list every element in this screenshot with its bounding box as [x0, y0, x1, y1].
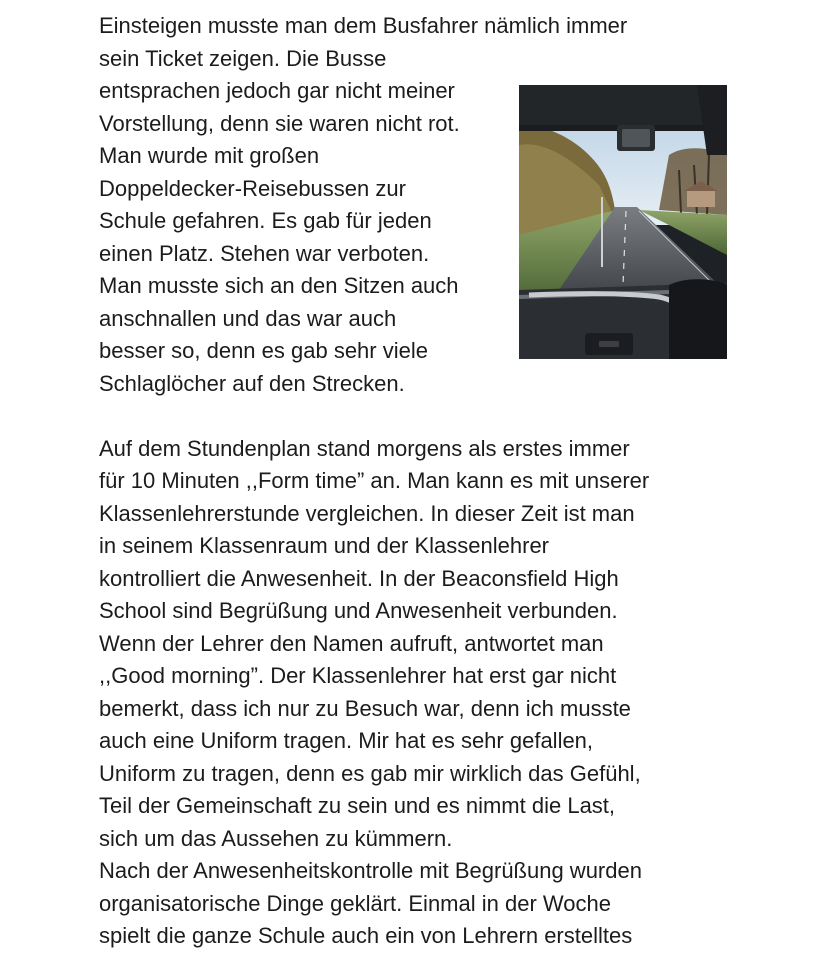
house — [687, 189, 715, 207]
text-line: Teil der Gemeinschaft zu sein und es nimmt die Last, — [99, 793, 616, 818]
text-line: Auf dem Stundenplan stand morgens als erstes immer — [99, 435, 630, 461]
text-line: Nach der Anwesenheitskontrolle mit Begrüßung wurden — [99, 858, 642, 883]
bus-windshield-photo — [519, 85, 727, 359]
text-line: Wenn der Lehrer den Namen aufruft, antwortet man — [99, 630, 604, 656]
text-line: Vorstellung, denn sie waren nicht rot. — [99, 110, 460, 136]
text-line: Schule gefahren. Es gab für jeden — [99, 208, 432, 233]
text-line: Klassenlehrerstunde vergleichen. In dieser Zeit ist man — [99, 500, 635, 526]
text-line: kontrolliert die Anwesenheit. In der Beaconsfield High — [99, 565, 619, 591]
text-line: ,,Good morning”. Der Klassenlehrer hat erst gar nicht — [99, 663, 617, 688]
text-line: spielt die ganze Schule auch ein von Lehrern erstelltes — [99, 923, 633, 948]
text-line: in seinem Klassenraum und der Klassenlehrer — [99, 533, 550, 558]
paragraph-gap — [99, 400, 739, 433]
text-line: School sind Begrüßung und Anwesenheit verbunden. — [99, 598, 618, 623]
text-line: sein Ticket zeigen. Die Busse — [99, 45, 387, 71]
paragraph-2 — [99, 433, 739, 856]
text-line: Schlaglöcher auf den Strecken. — [99, 370, 405, 396]
text-line: anschnallen und das war auch — [99, 305, 397, 331]
text-line: einen Platz. Stehen war verboten. — [99, 240, 430, 266]
text-line: Man wurde mit großen — [99, 143, 320, 168]
text-line: bemerkt, dass ich nur zu Besuch war, denn ich musste — [99, 695, 631, 721]
paragraph-3 — [99, 855, 739, 953]
text-line: für 10 Minuten ,,Form time” an. Man kann es mit unserer — [99, 468, 650, 493]
text-line: Man musste sich an den Sitzen auch — [99, 273, 459, 298]
text-line: sich um das Aussehen zu kümmern. — [99, 825, 453, 851]
text-line: Einsteigen musste man dem Busfahrer nämlich immer — [99, 13, 628, 38]
text-line: Uniform zu tragen, denn es gab mir wirklich das Gefühl, — [99, 760, 641, 786]
text-line: organisatorische Dinge geklärt. Einmal in der Woche — [99, 890, 611, 916]
text-line: entsprachen jedoch gar nicht meiner — [99, 78, 455, 103]
text-line: auch eine Uniform tragen. Mir hat es sehr gefallen, — [99, 728, 594, 753]
text-line: besser so, denn es gab sehr viele — [99, 338, 428, 363]
text-line: Doppeldecker-Reisebussen zur — [99, 175, 406, 201]
sun-visor — [519, 85, 727, 125]
